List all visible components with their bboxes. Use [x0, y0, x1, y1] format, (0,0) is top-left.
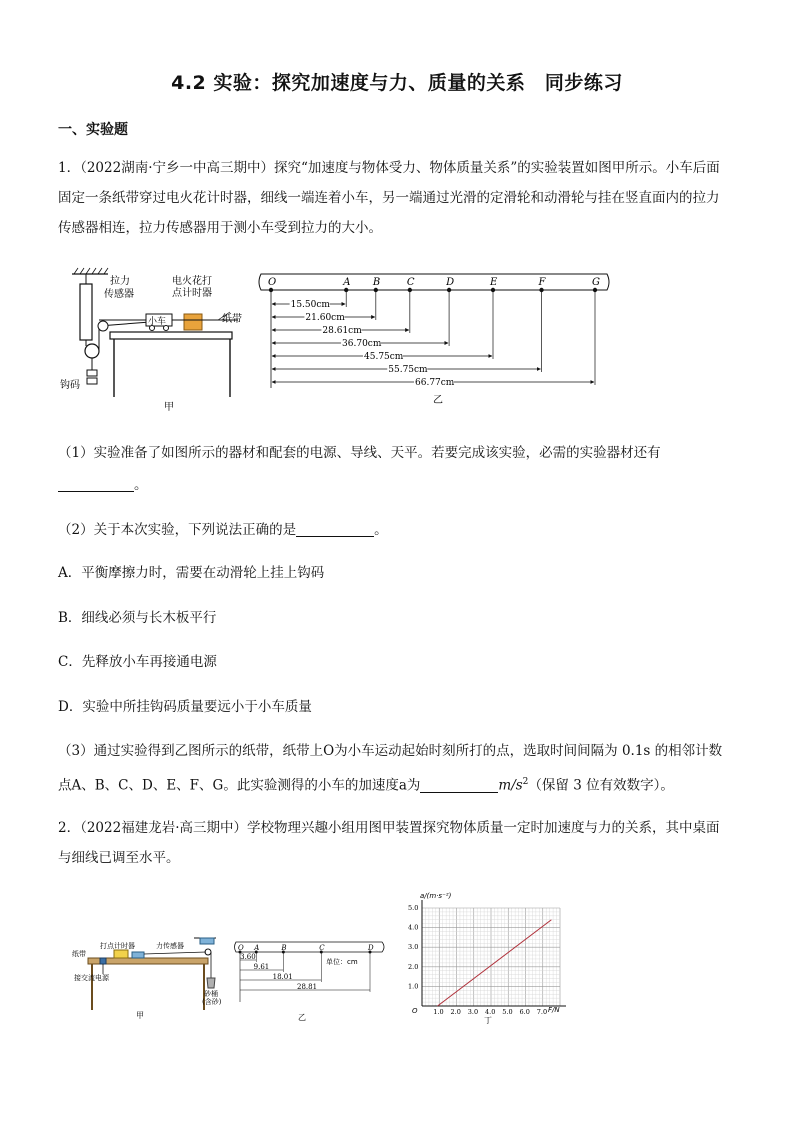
q2-tape-point-B: B: [281, 944, 287, 952]
q2-figure-yi: [232, 938, 392, 1022]
q2-caption-jia: 甲: [136, 1011, 144, 1020]
q2-label-sensor: 力传感器: [156, 942, 184, 950]
q1-option-b: B．细线必须与长木板平行: [58, 610, 217, 626]
q2-tape-dim-label: 18.01: [272, 973, 293, 981]
q1-label-tape: 纸带: [222, 314, 242, 325]
q1-option-c: C．先释放小车再接通电源: [58, 654, 217, 670]
q1-part2-text: （2）关于本次实验，下列说法正确的是 。: [58, 522, 388, 538]
q1-tape-dim-label: 28.61cm: [322, 326, 362, 336]
q1-part3-line1: （3）通过实验得到乙图所示的纸带，纸带上O为小车运动起始时刻所打的点，选取时间间隔为 0.1s 的相邻计数: [58, 743, 723, 759]
q1-intro-line3: 传感器相连，拉力传感器用于测小车受到拉力的大小。: [58, 220, 382, 236]
q2-graph-xlabel: F/N: [548, 1006, 560, 1014]
q1-tape-point-C: C: [406, 277, 415, 288]
q2-tape-point-C: C: [319, 944, 325, 952]
q2-label-tape: 纸带: [72, 950, 86, 958]
q1-part1-answer-line: 。: [58, 475, 148, 495]
q2-graph-ytick: 1.0: [408, 982, 419, 991]
q1-intro-line2: 固定一条纸带穿过电火花计时器，细线一端连着小车，另一端通过光滑的定滑轮和动滑轮与挂在竖直面内的拉力: [58, 190, 720, 206]
q1-label-timer-2: 点计时器: [172, 288, 212, 299]
q1-label-timer-1: 电火花打: [172, 276, 212, 287]
q2-graph-xtick: 3.0: [467, 1008, 479, 1016]
q1-tape-dim-label: 36.70cm: [342, 339, 382, 349]
q1-figure-yi: [255, 268, 615, 408]
q2-tape-dim-label: 9.61: [253, 963, 270, 971]
q1-part3-line2: 点A、B、C、D、E、F、G。此实验测得的小车的加速度a为 $m/s^2$（保留 3 位有效数字）。: [58, 777, 674, 794]
q2-intro-line2: 与细线已调至水平。: [58, 850, 180, 866]
q1-tape-point-O: O: [268, 277, 277, 288]
q1-part3-blank[interactable]: [420, 778, 498, 793]
q2-caption-yi: 乙: [298, 1013, 306, 1022]
q2-label-bucket-2: (含砂): [202, 998, 222, 1006]
q1-label-cart: 小车: [148, 317, 167, 327]
q2-label-timer: 打点计时器: [100, 942, 135, 950]
q2-caption-ding: 丁: [484, 1016, 492, 1025]
q1-tape-dim-label: 45.75cm: [364, 352, 404, 362]
q2-graph-ytick: 2.0: [408, 962, 419, 971]
q2-unit-label: 单位：cm: [326, 958, 358, 966]
q2-graph-ytick: 3.0: [408, 943, 419, 952]
q1-label-weight: 钩码: [60, 380, 80, 391]
q1-tape-point-B: B: [372, 277, 381, 288]
q1-tape-point-E: E: [490, 277, 498, 288]
q1-tape-dim-label: 66.77cm: [415, 378, 455, 388]
q2-tape-dim-label: 28.81: [297, 983, 318, 991]
section-heading: 一、实验题: [58, 122, 128, 138]
q1-tape-point-A: A: [343, 277, 351, 288]
q2-graph-xtick: 7.0: [536, 1008, 548, 1016]
q2-intro-line1: 2．（2022福建龙岩·高三期中）学校物理兴趣小组用图甲装置探究物体质量一定时加速度与力的关系，其中桌面: [58, 820, 720, 836]
q1-caption-yi: 乙: [433, 395, 443, 406]
q1-tape-dim-label: 15.50cm: [290, 300, 330, 310]
q2-graph-xtick: 1.0: [433, 1008, 444, 1016]
q1-label-sensor-1: 拉力: [110, 276, 130, 287]
q2-graph-xtick: 4.0: [485, 1008, 496, 1016]
q1-tape-dim-label: 21.60cm: [305, 313, 345, 323]
q2-tape-point-D: D: [368, 944, 374, 952]
q2-graph-ylabel: a/(m·s⁻²): [420, 892, 452, 900]
q2-tape-point-O: O: [238, 944, 244, 952]
page-title: 4.2 实验：探究加速度与力、质量的关系 同步练习: [171, 72, 623, 94]
q1-option-a: A．平衡摩擦力时，需要在动滑轮上挂上钩码: [58, 565, 325, 581]
q2-label-power: 接交流电源: [74, 974, 109, 982]
q1-tape-dim-label: 55.75cm: [388, 365, 428, 375]
q2-label-bucket-1: 砂桶: [204, 990, 218, 998]
q1-figure-jia: [58, 262, 248, 412]
q2-graph-xtick: 6.0: [519, 1008, 530, 1016]
q1-part1-text: （1）实验准备了如图所示的器材和配套的电源、导线、天平。若要完成该实验，必需的实验器材还有: [58, 445, 661, 461]
q2-tape-point-A: A: [254, 944, 260, 952]
q1-option-d: D．实验中所挂钩码质量要远小于小车质量: [58, 699, 312, 715]
q2-graph-ytick: 4.0: [408, 923, 419, 932]
q1-label-sensor-2: 传感器: [104, 289, 134, 300]
q2-figure-jia: [70, 930, 230, 1022]
q2-graph-xtick: 5.0: [502, 1008, 513, 1016]
q1-tape-point-G: G: [592, 277, 600, 288]
q2-graph-origin: O: [412, 1007, 418, 1015]
q1-tape-point-D: D: [446, 277, 455, 288]
q1-intro-line1: 1．（2022湖南·宁乡一中高三期中）探究“加速度与物体受力、物体质量关系”的实验装置如图甲所示。小车后面: [58, 160, 720, 176]
q2-graph-ytick: 5.0: [408, 904, 419, 912]
q1-part1-blank[interactable]: [58, 477, 134, 492]
q2-tape-dim-label: 3.60: [240, 953, 256, 961]
q2-figure-ding: [402, 888, 572, 1028]
q1-part2-blank[interactable]: [296, 522, 374, 537]
q1-caption-jia: 甲: [164, 402, 174, 412]
q2-graph-xtick: 2.0: [450, 1008, 461, 1016]
q1-tape-point-F: F: [538, 277, 546, 288]
